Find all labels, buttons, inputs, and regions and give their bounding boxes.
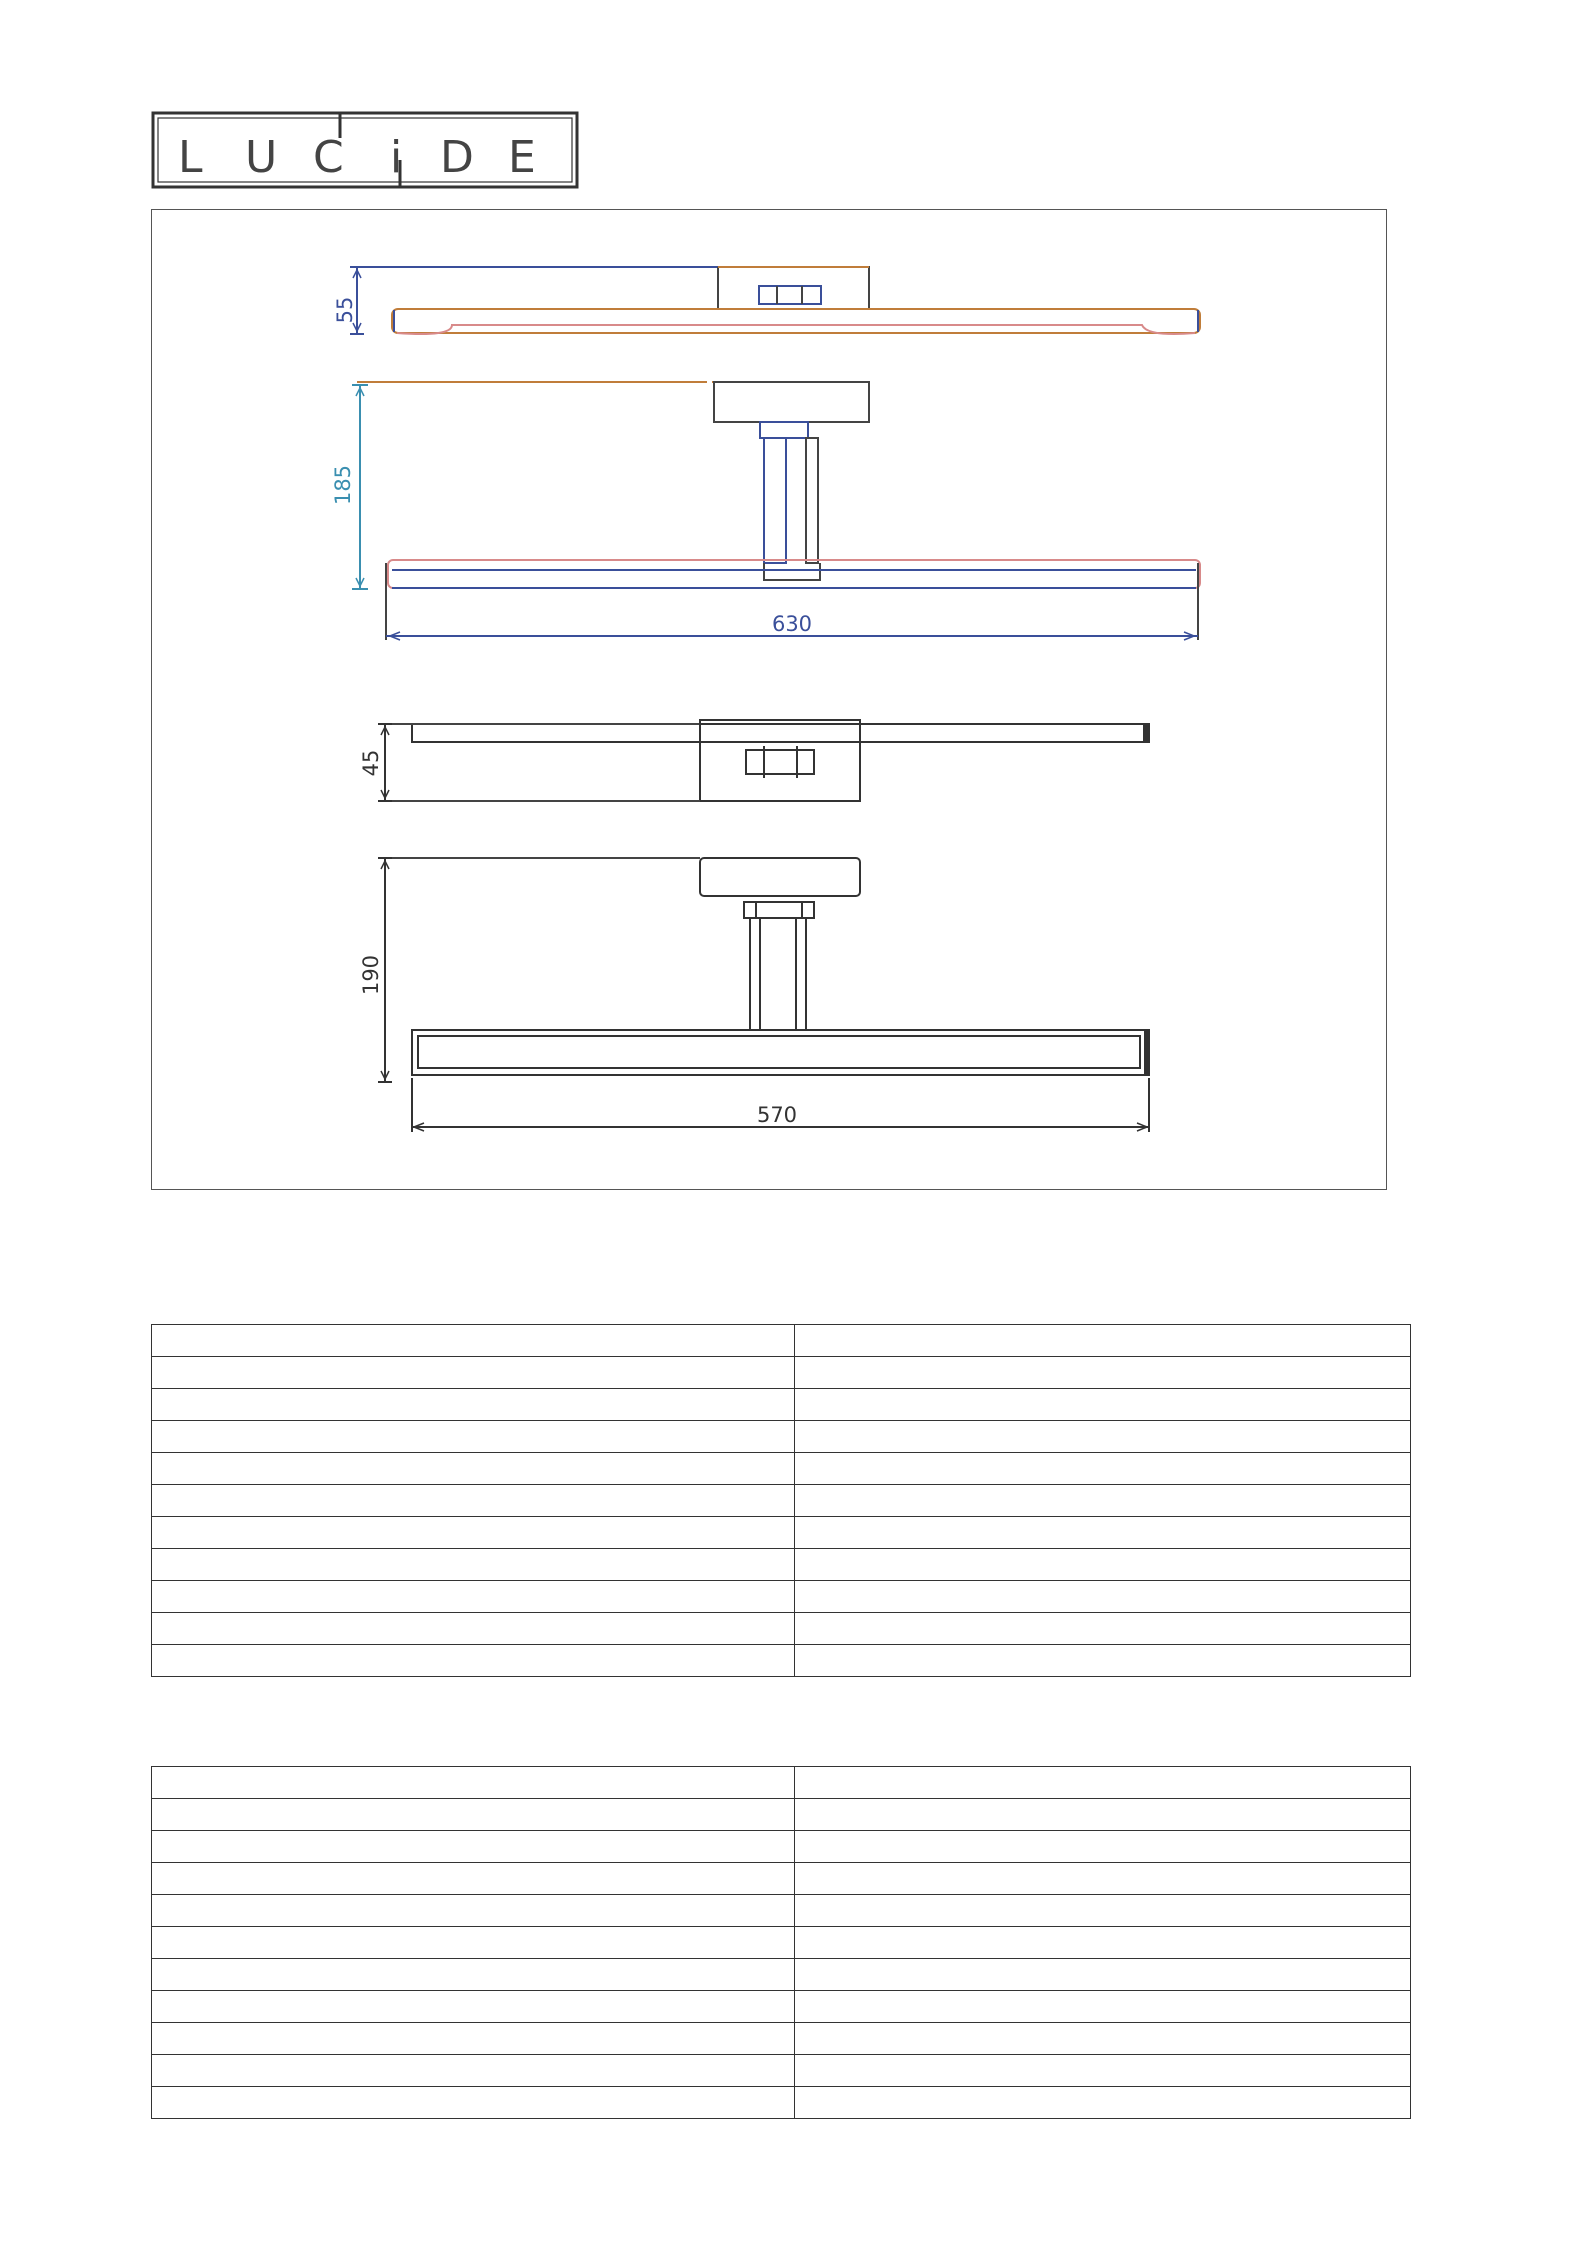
dim-label-185: 185 [331,464,355,506]
table-cell [152,2087,795,2119]
table-row [152,1927,1411,1959]
front-view-top-light [350,267,1200,334]
table-cell [794,1485,1411,1517]
table-row [152,1453,1411,1485]
table-row [152,1767,1411,1799]
lucide-logo [150,110,580,190]
logo-letter-4: i [390,132,403,183]
table-cell [152,1421,795,1453]
table-cell [152,2055,795,2087]
dim-label-45: 45 [359,749,383,777]
side-view-bottom-light [378,858,1149,1132]
table-cell [794,1613,1411,1645]
table-row [152,1831,1411,1863]
table-cell [152,1831,795,1863]
table-cell [794,2023,1411,2055]
table-row [152,1357,1411,1389]
table-cell [152,1799,795,1831]
table-cell [794,1549,1411,1581]
table-cell [794,1453,1411,1485]
table-row [152,2055,1411,2087]
table-row [152,1863,1411,1895]
logo-letter-6: E [508,132,536,183]
side-view-top-light [352,382,1200,640]
table-cell [794,1645,1411,1677]
table-row [152,2087,1411,2119]
table-cell [794,1895,1411,1927]
table-cell [152,1357,795,1389]
table-cell [794,1767,1411,1799]
spec-table-2 [151,1766,1411,2119]
table-cell [794,1581,1411,1613]
table-cell [152,1613,795,1645]
table-row [152,1613,1411,1645]
table-row [152,1799,1411,1831]
dim-label-55: 55 [333,296,357,324]
table-cell [152,1389,795,1421]
technical-drawing [151,209,1387,1190]
logo-letter-1: L [178,132,203,183]
table-cell [152,1581,795,1613]
table-cell [152,1991,795,2023]
table-cell [152,1645,795,1677]
table-row [152,1389,1411,1421]
logo-letter-5: D [440,132,474,183]
logo-letter-2: U [245,132,278,183]
table-cell [152,1517,795,1549]
dim-label-190: 190 [359,954,383,996]
drawing-canvas [152,210,1388,1191]
dim-label-630: 630 [771,612,813,636]
table-cell [152,1863,795,1895]
table-cell [794,1831,1411,1863]
table-row [152,1325,1411,1357]
table-cell [794,1389,1411,1421]
table-row [152,2023,1411,2055]
table-cell [794,1959,1411,1991]
logo-letter-3: C [313,132,344,183]
table-row [152,1959,1411,1991]
table-cell [794,2055,1411,2087]
table-row [152,1645,1411,1677]
table-row [152,1991,1411,2023]
table-cell [794,1927,1411,1959]
table-cell [794,1863,1411,1895]
table-cell [794,1325,1411,1357]
table-row [152,1421,1411,1453]
spec-table-1 [151,1324,1411,1677]
table-cell [794,1421,1411,1453]
table-cell [794,1517,1411,1549]
table-cell [152,1453,795,1485]
table-cell [794,1799,1411,1831]
table-row [152,1581,1411,1613]
table-cell [794,1991,1411,2023]
table-row [152,1517,1411,1549]
table-row [152,1485,1411,1517]
table-cell [152,1325,795,1357]
table-cell [152,1927,795,1959]
front-view-bottom-light [378,720,1149,801]
table-row [152,1549,1411,1581]
table-cell [794,1357,1411,1389]
table-cell [152,1549,795,1581]
table-cell [152,1767,795,1799]
table-cell [152,1485,795,1517]
dim-label-570: 570 [756,1103,798,1127]
table-row [152,1895,1411,1927]
table-cell [152,2023,795,2055]
table-cell [794,2087,1411,2119]
table-cell [152,1895,795,1927]
table-cell [152,1959,795,1991]
